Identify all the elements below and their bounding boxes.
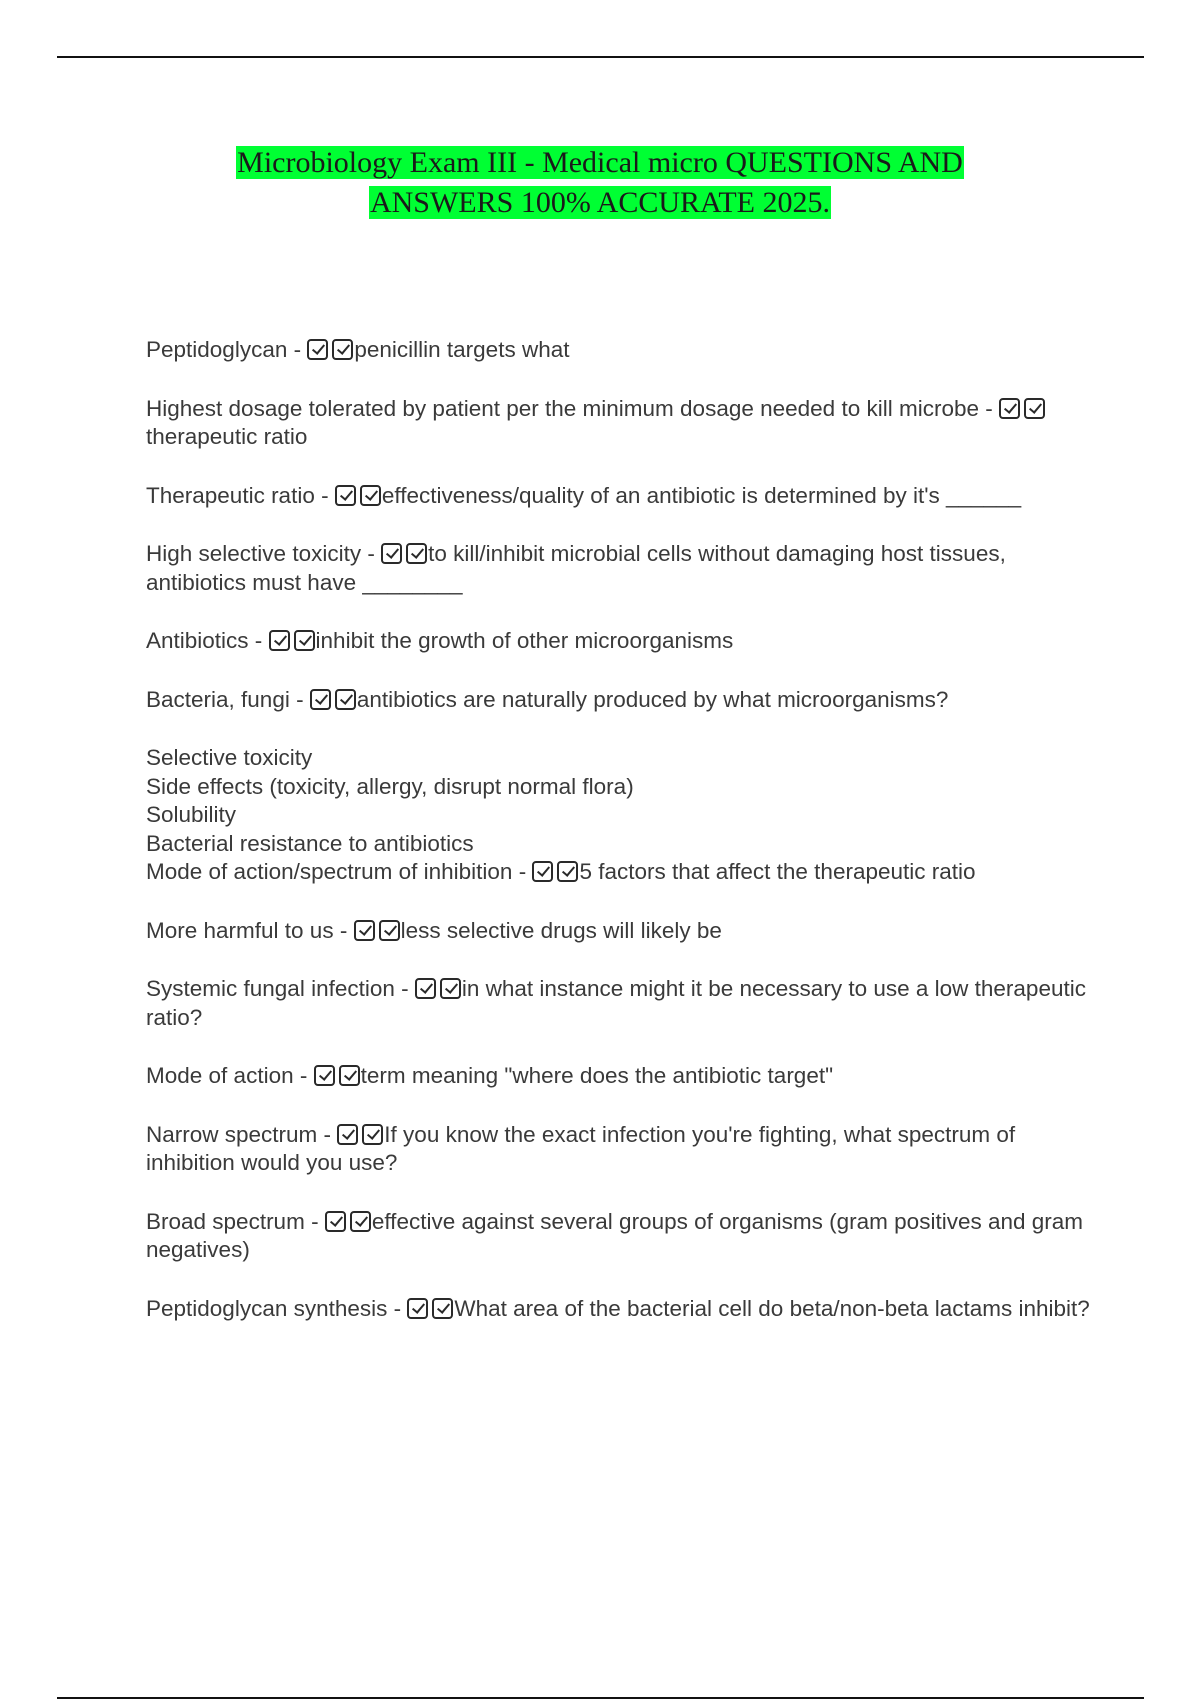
qa-item	[146, 395, 1096, 452]
qa-question: effective against several groups of organisms (gram positives and gram negatives)	[146, 1208, 1084, 1262]
checkbox-checked-icon	[432, 1298, 453, 1319]
qa-question: antibiotics are naturally produced by what microorganisms?	[356, 686, 949, 712]
checkbox-checked-icon	[335, 485, 356, 506]
qa-question: inhibit the growth of other microorganisms	[315, 628, 734, 653]
qa-answer: High selective toxicity -	[146, 541, 382, 566]
qa-answer: Highest dosage tolerated by patient per the minimum dosage needed to kill microbe -	[146, 395, 999, 421]
checkbox-checked-icon	[999, 398, 1020, 419]
footer-rule	[57, 1697, 1144, 1699]
checkbox-checked-icon	[415, 978, 436, 999]
qa-question: less selective drugs will likely be	[400, 917, 722, 943]
qa-answer: Mode of action/spectrum of inhibition -	[146, 859, 533, 884]
checkbox-checked-icon	[379, 920, 400, 941]
qa-answer: Therapeutic ratio -	[146, 482, 335, 508]
checkbox-checked-icon	[557, 861, 578, 882]
checkbox-checked-icon	[310, 689, 331, 710]
qa-question: What area of the bacterial cell do beta/non-beta lactams inhibit?	[454, 1295, 1090, 1321]
qa-answer: Peptidoglycan synthesis -	[146, 1295, 408, 1321]
checkbox-checked-icon	[1024, 398, 1045, 419]
qa-answer: Narrow spectrum -	[146, 1121, 338, 1147]
qa-question: If you know the exact infection you're fighting, what spectrum of inhibition would you use?	[146, 1121, 1016, 1175]
qa-question: term meaning "where does the antibiotic target"	[360, 1063, 834, 1088]
qa-item	[146, 540, 1096, 597]
qa-answer-line: Solubility	[146, 802, 237, 827]
qa-item	[146, 627, 1096, 656]
qa-question: in what instance might it be necessary to use a low therapeutic ratio?	[146, 976, 1086, 1030]
qa-answer: Antibiotics -	[146, 628, 269, 653]
checkbox-checked-icon	[440, 978, 461, 999]
checkbox-checked-icon	[269, 630, 290, 651]
checkbox-checked-icon	[360, 485, 381, 506]
checkbox-checked-icon	[407, 1298, 428, 1319]
qa-answer: Systemic fungal infection -	[146, 976, 415, 1001]
checkbox-checked-icon	[381, 543, 402, 564]
checkbox-checked-icon	[314, 1065, 335, 1086]
checkbox-checked-icon	[335, 689, 356, 710]
qa-question: therapeutic ratio	[146, 424, 308, 449]
checkbox-checked-icon	[532, 861, 553, 882]
checkbox-checked-icon	[337, 1124, 358, 1145]
qa-item	[146, 1121, 1096, 1178]
checkbox-checked-icon	[354, 920, 375, 941]
checkbox-checked-icon	[362, 1124, 383, 1145]
qa-item	[146, 336, 1096, 365]
checkbox-checked-icon	[332, 339, 353, 360]
qa-answer: Peptidoglycan -	[146, 337, 308, 362]
qa-item	[146, 1295, 1096, 1324]
qa-answer: Bacteria, fungi -	[146, 686, 310, 712]
header-rule	[57, 56, 1144, 58]
checkbox-checked-icon	[294, 630, 315, 651]
qa-item	[146, 975, 1096, 1032]
qa-question: penicillin targets what	[354, 337, 570, 362]
checkbox-checked-icon	[406, 543, 427, 564]
qa-answer: More harmful to us -	[146, 917, 354, 943]
document-title	[0, 143, 1200, 223]
qa-question: effectiveness/quality of an antibiotic is determined by it's ______	[381, 482, 1022, 508]
checkbox-checked-icon	[350, 1211, 371, 1232]
qa-answer-line: Bacterial resistance to antibiotics	[146, 830, 474, 856]
qa-answer: Broad spectrum -	[146, 1208, 325, 1234]
title-line-1: Microbiology Exam III - Medical micro QUESTIONS AND	[237, 146, 963, 179]
qa-list	[146, 336, 1096, 1353]
qa-item	[146, 1208, 1096, 1265]
checkbox-checked-icon	[339, 1065, 360, 1086]
qa-answer-line: Selective toxicity	[146, 745, 313, 770]
qa-item	[146, 1062, 1096, 1091]
qa-question: 5 factors that affect the therapeutic ratio	[579, 859, 976, 884]
qa-item	[146, 686, 1096, 715]
qa-question: to kill/inhibit microbial cells without damaging host tissues, antibiotics must have ________	[146, 541, 1006, 595]
qa-item	[146, 917, 1096, 946]
qa-answer-line: Side effects (toxicity, allergy, disrupt normal flora)	[146, 773, 634, 799]
qa-item	[146, 744, 1096, 887]
qa-answer: Mode of action -	[146, 1063, 314, 1088]
checkbox-checked-icon	[325, 1211, 346, 1232]
checkbox-checked-icon	[307, 339, 328, 360]
title-line-2: ANSWERS 100% ACCURATE 2025.	[369, 186, 831, 219]
qa-item	[146, 482, 1096, 511]
